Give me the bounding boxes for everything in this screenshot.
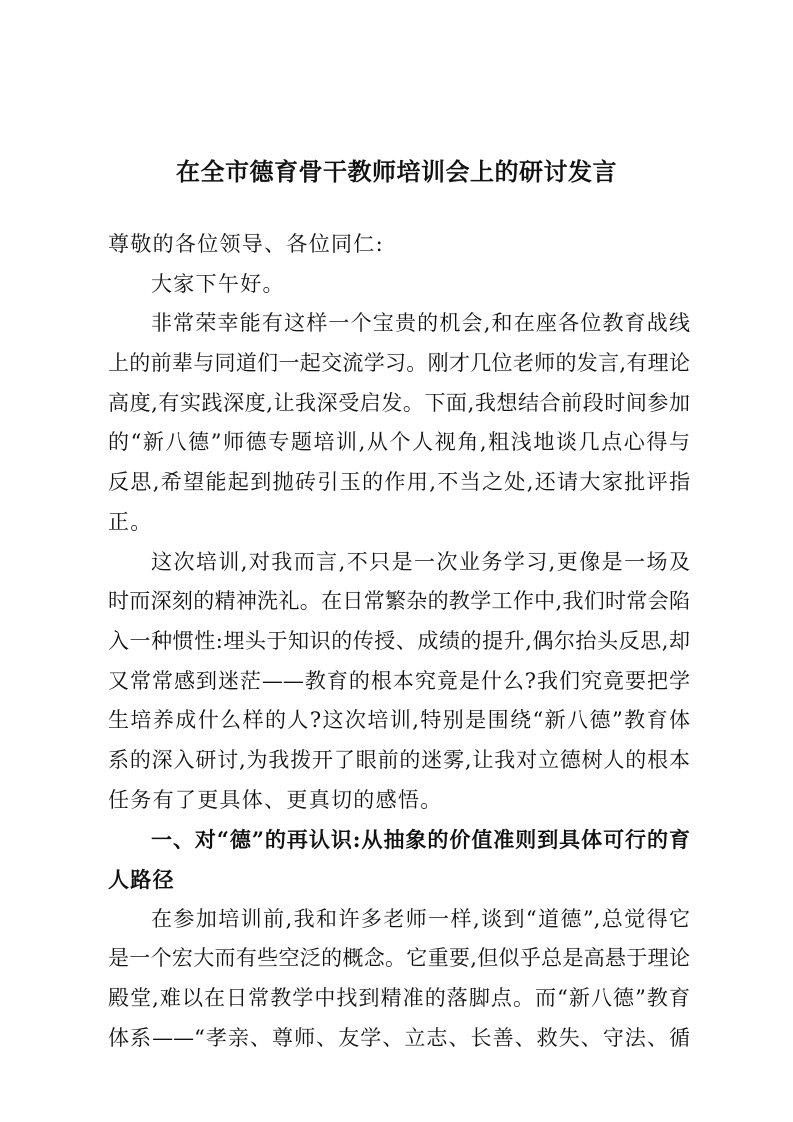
section-heading: 一、对“德”的再认识:从抽象的价值准则到具体可行的育 xyxy=(151,827,690,853)
paragraph-line: 这次培训,对我而言,不只是一次业务学习,更像是一场及 xyxy=(151,549,690,574)
paragraph-line: 上的前辈与同道们一起交流学习。刚才几位老师的发言,有理论 xyxy=(108,351,690,376)
paragraph-line: 是一个宏大而有些空泛的概念。它重要,但似乎总是高悬于理论 xyxy=(108,946,690,971)
document-title: 在全市德育骨干教师培训会上的研讨发言 xyxy=(176,157,617,186)
paragraph-line: 系的深入研讨,为我拨开了眼前的迷雾,让我对立德树人的根本 xyxy=(108,747,690,772)
paragraph-line: 入一种惯性:埋头于知识的传授、成绩的提升,偶尔抬头反思,却 xyxy=(108,628,690,653)
paragraph-line: 殿堂,难以在日常教学中找到精准的落脚点。而“新八德”教育 xyxy=(108,986,690,1011)
section-heading: 人路径 xyxy=(108,867,175,892)
salutation: 尊敬的各位领导、各位同仁: xyxy=(108,232,384,256)
greeting: 大家下午好。 xyxy=(151,271,285,296)
paragraph-line: 任务有了更具体、更真切的感悟。 xyxy=(108,787,443,812)
paragraph-line: 生培养成什么样的人?这次培训,特别是围绕“新八德”教育体 xyxy=(108,708,690,733)
paragraph-line: 的“新八德”师德专题培训,从个人视角,粗浅地谈几点心得与 xyxy=(108,430,690,455)
document-body xyxy=(108,225,690,1058)
paragraph-line: 又常常感到迷茫——教育的根本究竟是什么?我们究竟要把学 xyxy=(108,668,690,693)
paragraph-line: 在参加培训前,我和许多老师一样,谈到“道德”,总觉得它 xyxy=(151,906,690,931)
paragraph-line: 非常荣幸能有这样一个宝贵的机会,和在座各位教育战线 xyxy=(151,311,690,336)
paragraph-line: 体系——“孝亲、尊师、友学、立志、长善、救失、守法、循 xyxy=(108,1025,690,1050)
paragraph-line: 正。 xyxy=(108,509,153,534)
paragraph-line: 高度,有实践深度,让我深受启发。下面,我想结合前段时间参加 xyxy=(108,390,690,415)
paragraph-line: 反思,希望能起到抛砖引玉的作用,不当之处,还请大家批评指 xyxy=(108,470,690,495)
paragraph-line: 时而深刻的精神洗礼。在日常繁杂的教学工作中,我们时常会陷 xyxy=(108,589,690,614)
